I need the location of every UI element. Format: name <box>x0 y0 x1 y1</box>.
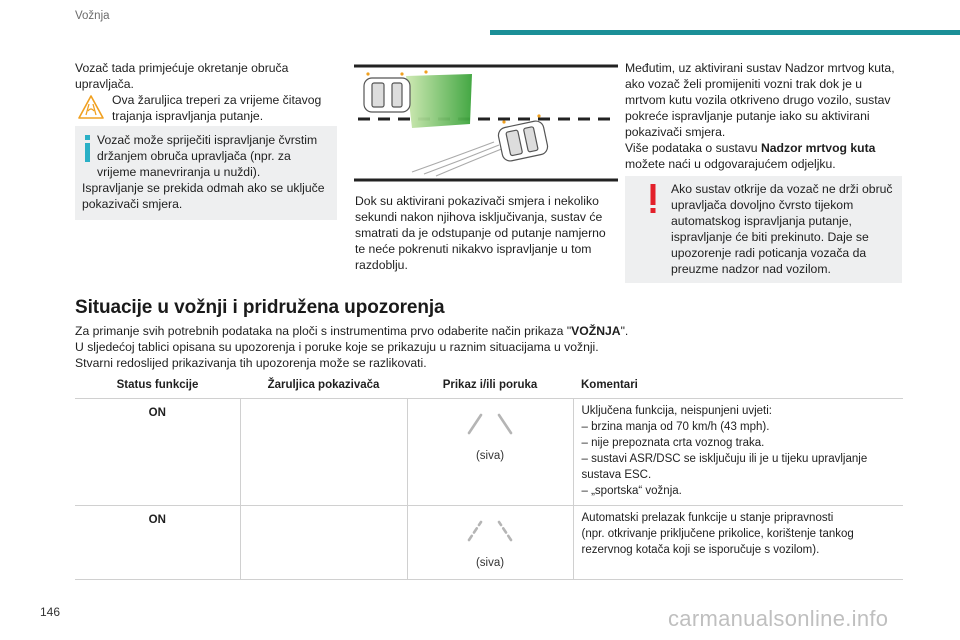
info-line <box>82 132 331 180</box>
alert-text: Ako sustav otkrije da vozač ne drži obruč upravljača dovoljno čvrsto tijekom automatskog ispravljanja putanje, ispravljanje će biti prekinuto. Daje se upozorenje radi poticanja vozača da preuzme nadzor nad vozilom. <box>671 182 893 276</box>
header-status: Status funkcije <box>75 373 240 398</box>
col2-paragraph: Dok su aktivirani pokazivači smjera i nekoliko sekundi nakon njihova isključivanja, sustav će smatrati da je odstupanje od putanje namjerno te neće pokrenuti nikakvo ispravljanje u tom razdoblju. <box>355 194 606 272</box>
warning-lamp-note <box>75 92 337 124</box>
lamp-cell <box>240 505 407 579</box>
car-bottom-right <box>497 120 549 163</box>
comment-line: Uključena funkcija, neispunjeni uvjeti: <box>581 404 772 417</box>
table-header-row <box>75 373 903 398</box>
table-row <box>75 505 903 579</box>
situations-table <box>75 373 903 580</box>
status-cell: ON <box>75 505 240 579</box>
section-title: Situacije u vožnji i pridružena upozorenja <box>75 297 445 318</box>
intro-line-2: U sljedećoj tablici opisana su upozorenja i poruke koje se prikazuju u raznim situacijama u vožnji. <box>75 340 599 354</box>
lane-lines-dashed-icon <box>463 516 517 544</box>
header-lamp: Žaruljica pokazivača <box>240 373 407 398</box>
header-accent-bar <box>490 30 960 35</box>
header-comments: Komentari <box>573 373 903 398</box>
intro-line-3: Stvarni redoslijed prikazivanja tih upozorenja može se razlikovati. <box>75 356 427 370</box>
lane-correction-illustration <box>354 62 618 184</box>
column-1 <box>75 60 337 124</box>
alert-line <box>633 181 896 277</box>
comment-line: (npr. otkrivanje priključene prikolice, korištenje tankog rezervnog kotača koji se isporučuje s vozilom). <box>581 527 854 556</box>
display-cell <box>407 505 573 579</box>
lane-keeping-warning-icon <box>77 94 105 120</box>
display-content <box>408 399 573 464</box>
col3-para2-post: možete naći u odgovarajućem odjeljku. <box>625 157 836 171</box>
warning-lamp-text: Ova žaruljica treperi za vrijeme čitavog trajanja ispravljanja putanje. <box>112 93 322 123</box>
display-content <box>408 506 573 571</box>
col1-paragraph: Vozač tada primjećuje okretanje obruča upravljača. <box>75 61 289 91</box>
display-color-label: (siva) <box>475 449 505 462</box>
section-intro <box>75 323 675 371</box>
comment-line: Automatski prelazak funkcije u stanje pripravnosti <box>581 511 834 524</box>
info-box <box>75 126 337 220</box>
intro-line-1 <box>75 323 675 339</box>
lamp-cell <box>240 398 407 505</box>
alert-box <box>625 176 902 283</box>
header-display: Prikaz i/ili poruka <box>407 373 573 398</box>
info-text-1: Vozač može spriječiti ispravljanje čvrstim držanjem obruča upravljača (npr. za vrijeme manevriranja u nuždi). <box>97 133 318 179</box>
status-cell: ON <box>75 398 240 505</box>
info-icon <box>83 135 92 162</box>
intro-line-1-post: ". <box>620 324 629 338</box>
comment-cell <box>573 505 903 579</box>
comment-cell <box>573 398 903 505</box>
comment-line: – sustavi ASR/DSC se isključuju ili je u tijeku upravljanje sustava ESC. <box>581 452 868 481</box>
col3-paragraph-1: Međutim, uz aktivirani sustav Nadzor mrtvog kuta, ako vozač želi promijeniti vozni trak dok je u mrtvom kutu vozila otkriveno drugo vozilo, sustav pokreće ispravljanje putanje iako su aktivirani pokazivači smjera. <box>625 61 895 139</box>
intro-line-1-pre: Za primanje svih potrebnih podataka na ploči s instrumentima prvo odaberite način prikaza " <box>75 324 572 338</box>
info-text-2: Ispravljanje se prekida odmah ako se uključe pokazivači smjera. <box>82 181 325 211</box>
watermark: carmanualsonline.info <box>668 606 889 631</box>
comment-line: – brzina manja od 70 km/h (43 mph). <box>581 420 770 433</box>
display-color-label: (siva) <box>475 556 505 569</box>
column-3 <box>625 60 901 172</box>
drive-mode-name: VOŽNJA <box>571 324 621 338</box>
lane-lines-grey-icon <box>463 409 517 437</box>
comment-line: – nije prepoznata crta voznog traka. <box>581 436 765 449</box>
comment-line: – „sportska“ vožnja. <box>581 484 682 497</box>
col3-paragraph-2 <box>625 140 901 172</box>
page-number: 146 <box>40 605 61 619</box>
blind-spot-link-text: Nadzor mrtvog kuta <box>760 141 876 155</box>
display-cell <box>407 398 573 505</box>
car-top-left <box>364 78 410 112</box>
exclamation-icon <box>649 184 657 214</box>
page-header-title: Vožnja <box>75 10 110 22</box>
col3-para2-pre: Više podataka o sustavu <box>625 141 761 155</box>
table-row <box>75 398 903 505</box>
